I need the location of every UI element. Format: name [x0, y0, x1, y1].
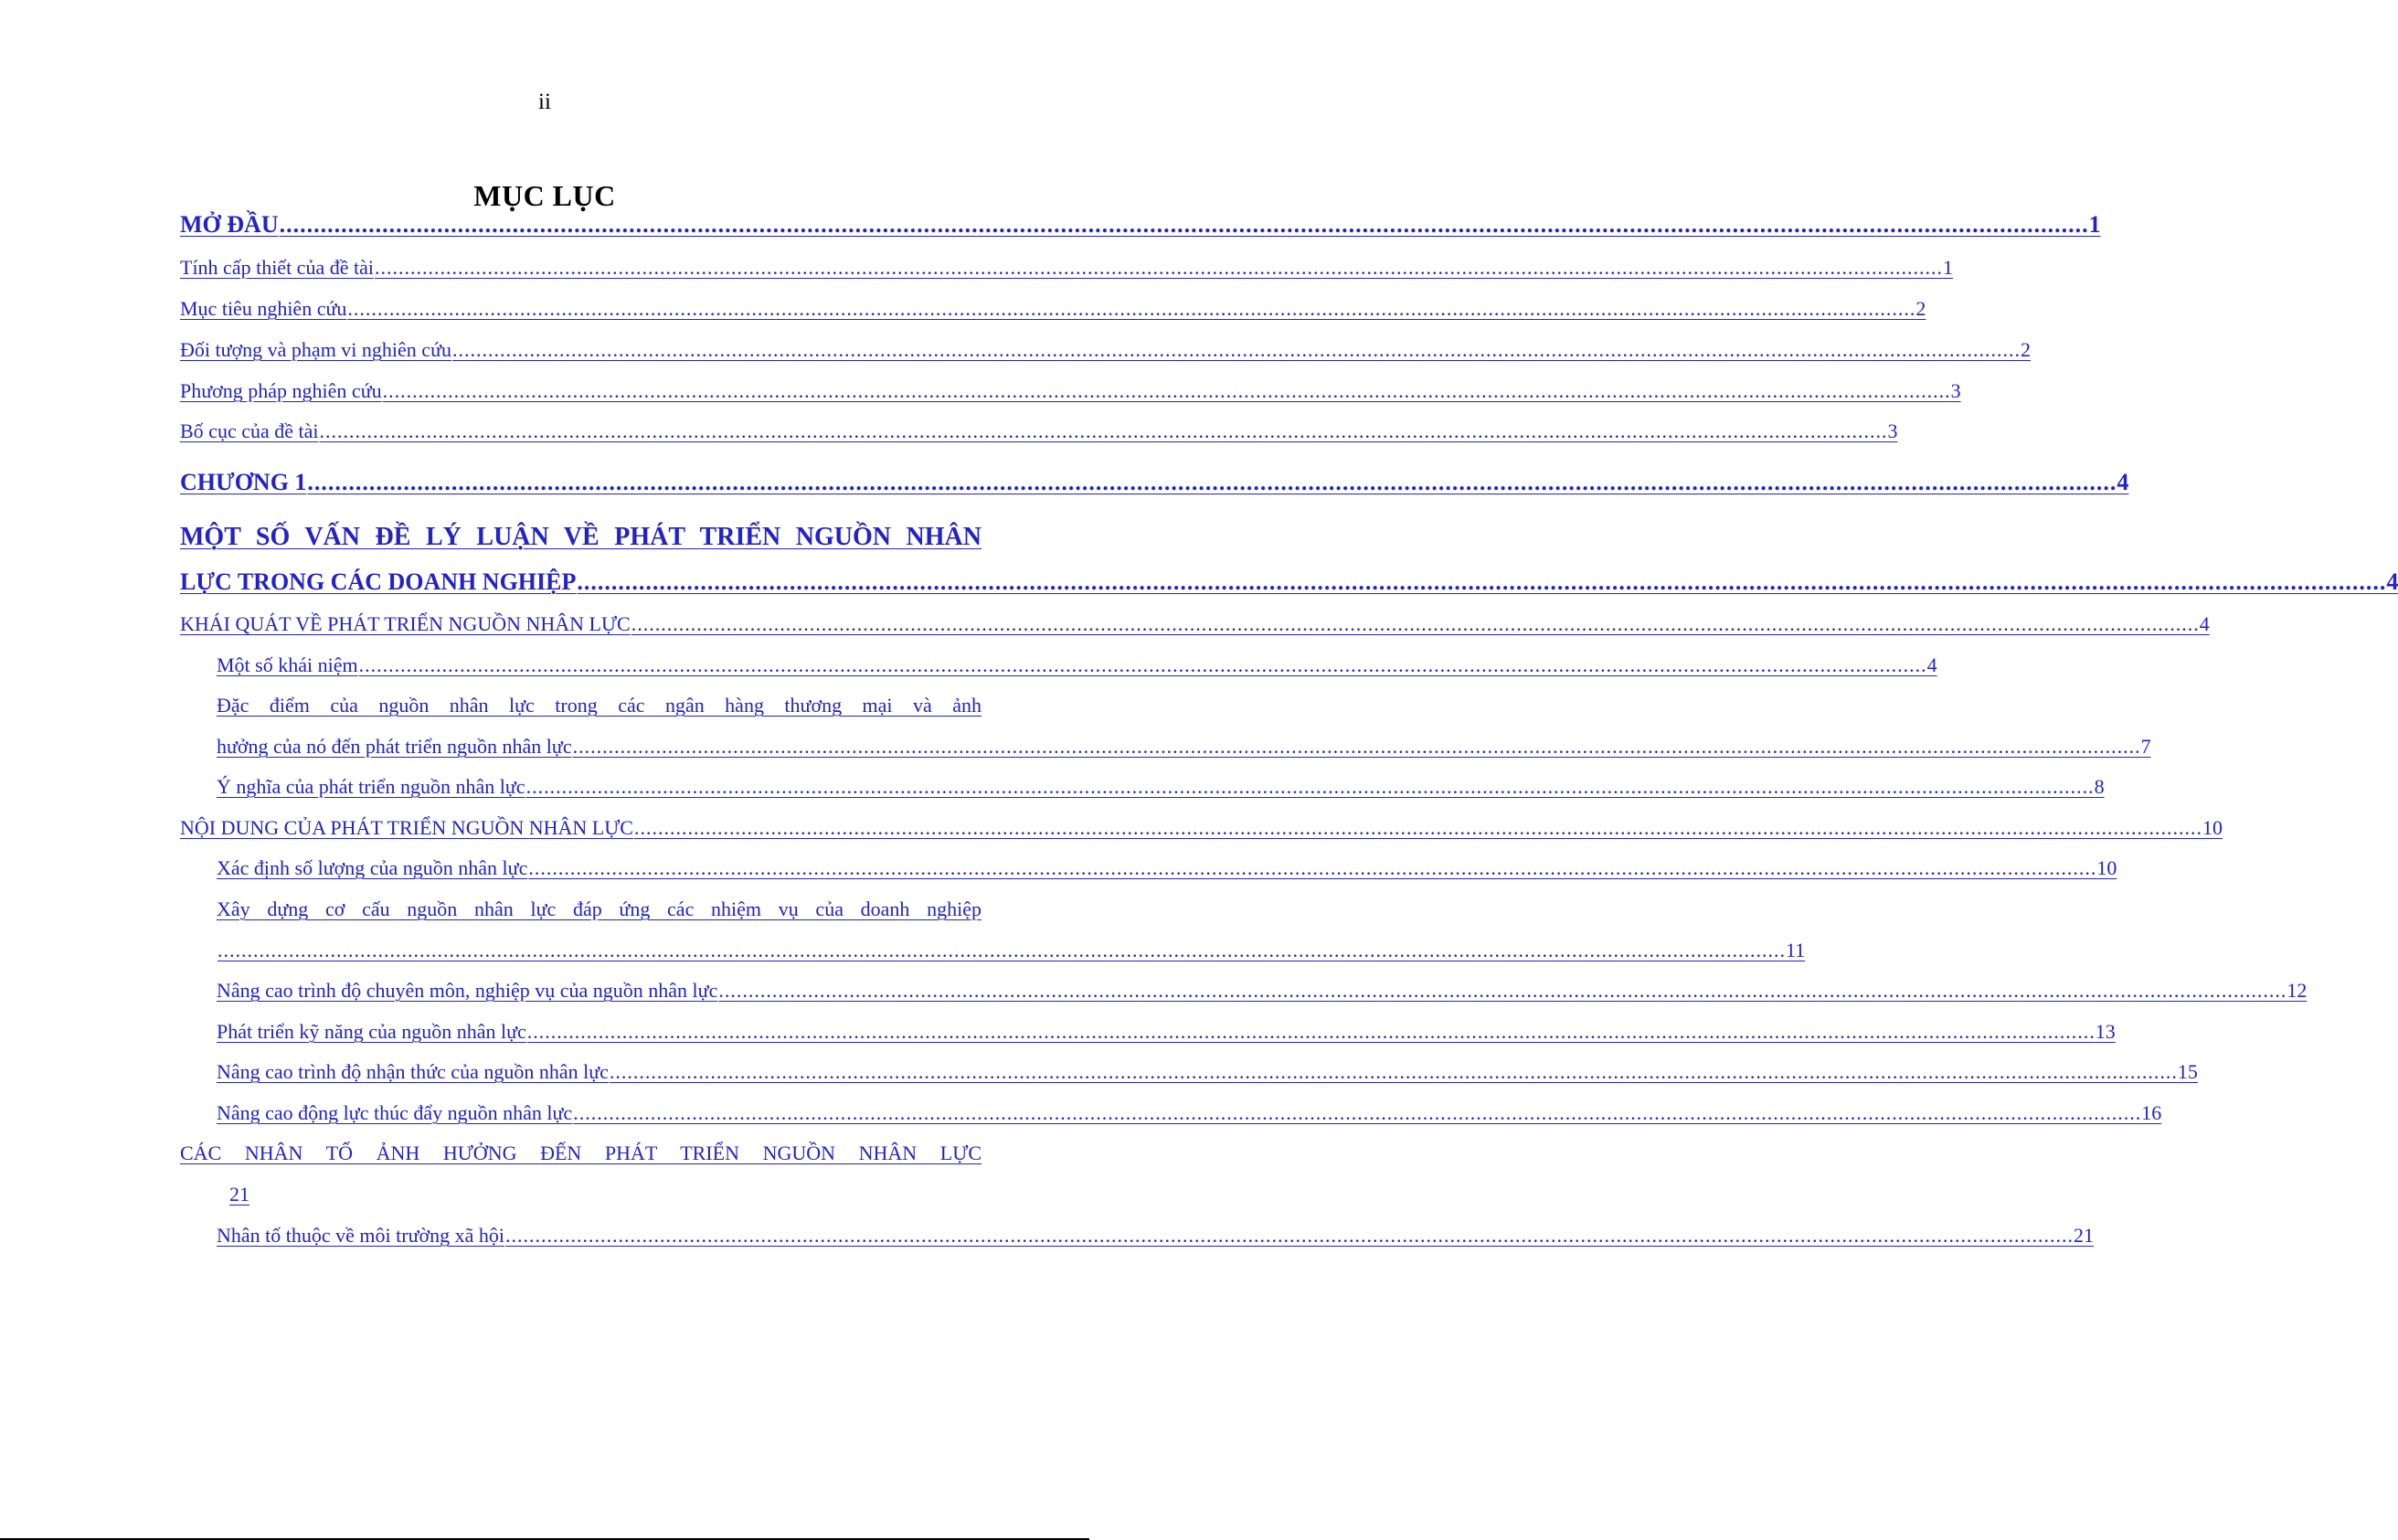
- toc-entry-dac-diem[interactable]: hưởng của nó đến phát triển nguồn nhân lực ........................................................................................................................................................................................................................................................................ 7: [217, 735, 2151, 758]
- toc-entry-doi-tuong[interactable]: Đối tượng và phạm vi nghiên cứu ........................................................................................................................................................................................................................................................................ 2: [180, 338, 2031, 361]
- toc-entry-khai-quat[interactable]: KHÁI QUÁT VỀ PHÁT TRIỂN NGUỒN NHÂN LỰC ........................................................................................................................................................................................................................................................................ 4: [180, 612, 2210, 635]
- toc-entry-dac-diem-line1[interactable]: Đặc điểm của nguồn nhân lực trong các ngân hàng thương mại và ảnh: [217, 694, 981, 717]
- page-number: ii: [538, 90, 551, 114]
- toc-entry-bo-cuc[interactable]: Bố cục của đề tài ........................................................................................................................................................................................................................................................................ 3: [180, 420, 1898, 442]
- toc-entry-nang-cao-trinh-do[interactable]: Nâng cao trình độ chuyên môn, nghiệp vụ của nguồn nhân lực ........................................................................................................................................................................................................................................................................ 12: [217, 979, 2308, 1002]
- toc-entry-mo-dau[interactable]: MỞ ĐẦU ........................................................................................................................................................................................................................................................................ 1: [180, 211, 2101, 238]
- toc-entry-chuong-1[interactable]: CHƯƠNG 1 ........................................................................................................................................................................................................................................................................ 4: [180, 469, 2129, 495]
- toc-entry-nhan-to-line1[interactable]: CÁC NHÂN TỐ ẢNH HƯỞNG ĐẾN PHÁT TRIỂN NGUỒN NHÂN LỰC: [180, 1142, 981, 1164]
- toc-entry-y-nghia[interactable]: Ý nghĩa của phát triển nguồn nhân lực ........................................................................................................................................................................................................................................................................ 8: [217, 775, 2105, 798]
- toc-entry-ky-nang[interactable]: Phát triển kỹ năng của nguồn nhân lực ........................................................................................................................................................................................................................................................................ 13: [217, 1020, 2116, 1043]
- toc-entry-noi-dung[interactable]: NỘI DUNG CỦA PHÁT TRIỂN NGUỒN NHÂN LỰC ........................................................................................................................................................................................................................................................................ 10: [180, 816, 2223, 839]
- toc-entry-nhan-thuc[interactable]: Nâng cao trình độ nhận thức của nguồn nhân lực ........................................................................................................................................................................................................................................................................ 15: [217, 1060, 2198, 1083]
- toc-entry-moi-truong-xa-hoi[interactable]: Nhân tố thuộc về môi trường xã hội ........................................................................................................................................................................................................................................................................ 21: [217, 1224, 2095, 1247]
- toc-entry-xay-dung[interactable]: ........................................................................................................................................................................................................................................................................ 11: [218, 939, 1806, 961]
- toc-entry-xay-dung-line1[interactable]: Xây dựng cơ cấu nguồn nhân lực đáp ứng các nhiệm vụ của doanh nghiệp: [217, 897, 981, 920]
- toc-entry-muc-tieu[interactable]: Mục tiêu nghiên cứu ........................................................................................................................................................................................................................................................................ 2: [180, 297, 1926, 320]
- toc-entry-chapter-title[interactable]: LỰC TRONG CÁC DOANH NGHIỆP ........................................................................................................................................................................................................................................................................ 4: [180, 568, 2398, 595]
- toc-entry-tinh-cap-thiet[interactable]: Tính cấp thiết của đề tài ........................................................................................................................................................................................................................................................................ 1: [180, 256, 1953, 279]
- toc-entry-phuong-phap[interactable]: Phương pháp nghiên cứu ........................................................................................................................................................................................................................................................................ 3: [180, 379, 1961, 402]
- toc-entry-nhan-to-page[interactable]: 21: [229, 1183, 249, 1205]
- toc-entry-dong-luc[interactable]: Nâng cao động lực thúc đẩy nguồn nhân lực ........................................................................................................................................................................................................................................................................ 16: [217, 1101, 2162, 1124]
- toc-entry-xac-dinh[interactable]: Xác định số lượng của nguồn nhân lực ........................................................................................................................................................................................................................................................................ 10: [217, 856, 2117, 879]
- toc-entry-chapter-title-line1[interactable]: MỘT SỐ VẤN ĐỀ LÝ LUẬN VỀ PHÁT TRIỂN NGUỒN NHÂN: [180, 523, 981, 551]
- toc-entry-mot-so-khai-niem[interactable]: Một số khái niệm ........................................................................................................................................................................................................................................................................ 4: [217, 653, 1937, 676]
- page-title: MỤC LỤC: [473, 179, 616, 212]
